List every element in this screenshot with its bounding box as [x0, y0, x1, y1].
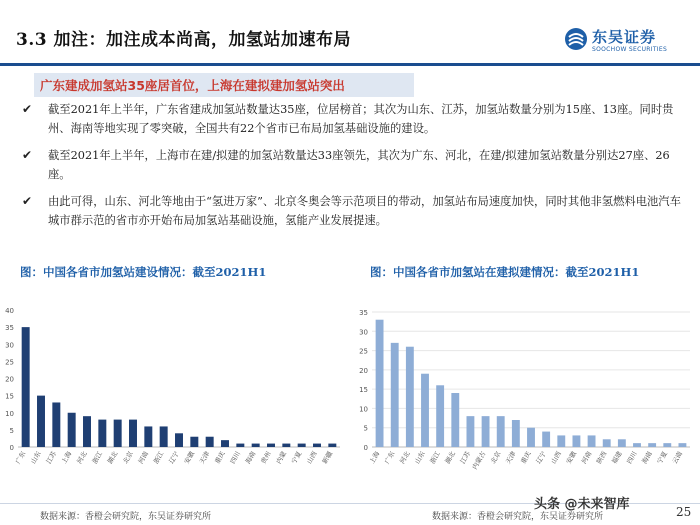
bullet-item — [22, 146, 688, 184]
x-tick-label: 北京 — [489, 450, 503, 466]
bar — [206, 437, 214, 447]
chart-right — [350, 300, 700, 495]
bar — [37, 396, 45, 447]
header-divider — [0, 63, 700, 66]
bullet-text: 截至2021年上半年，广东省建成加氢站数量达35座，位居榜首；其次为山东、江苏，加氢站数量分别为15座、13座。同时贵州、海南等地实现了零突破，全国共有22个省市已布局加氢基础设施的建设。 — [48, 103, 674, 135]
bar — [482, 416, 490, 447]
bar — [328, 444, 336, 447]
x-tick-label: 北京 — [121, 450, 135, 466]
bar — [557, 435, 565, 447]
x-tick-label: 江苏 — [458, 450, 473, 466]
x-tick-label: 陕西 — [595, 450, 609, 466]
chart-left — [0, 300, 350, 495]
x-tick-label: 上海 — [367, 450, 382, 466]
y-tick-label: 0 — [9, 444, 14, 452]
x-tick-label: 浙江 — [151, 450, 166, 466]
x-tick-label: 河北 — [398, 450, 412, 466]
x-tick-label: 浙江 — [428, 450, 442, 466]
x-tick-label: 内蒙古 — [470, 450, 488, 471]
x-tick-label: 天津 — [504, 450, 518, 466]
bar — [175, 433, 183, 447]
bar — [497, 416, 505, 447]
bar — [190, 437, 198, 447]
bar — [603, 439, 611, 447]
bar — [68, 413, 76, 447]
y-tick-label: 25 — [359, 347, 368, 356]
y-tick-label: 15 — [5, 392, 14, 401]
bar — [236, 444, 244, 447]
source-left: 数据来源：香橙会研究院，东吴证券研究所 — [40, 512, 212, 522]
y-tick-label: 25 — [5, 358, 14, 367]
x-tick-label: 云南 — [670, 450, 685, 466]
x-tick-label: 上海 — [59, 450, 74, 466]
bar — [421, 374, 429, 447]
bullet-item — [22, 192, 688, 230]
bar — [436, 385, 444, 447]
subheading-banner — [34, 73, 414, 97]
x-tick-label: 浙江 — [90, 450, 105, 466]
bar — [376, 320, 384, 447]
bar — [52, 402, 60, 447]
soochow-logo-icon — [564, 27, 588, 51]
x-tick-label: 山西 — [305, 450, 319, 466]
bar — [542, 432, 550, 447]
x-tick-label: 辽宁 — [167, 450, 181, 466]
x-tick-label: 山西 — [549, 450, 564, 466]
bar — [252, 444, 260, 447]
y-tick-label: 5 — [9, 426, 14, 435]
y-tick-label: 35 — [5, 324, 14, 333]
x-tick-label: 福建 — [610, 450, 624, 466]
bar — [663, 443, 671, 447]
y-tick-label: 40 — [5, 307, 14, 315]
bar — [83, 416, 91, 447]
check-icon: ✔ — [22, 194, 33, 208]
source-right: 数据来源：香橙会研究院，东吴证券研究所 — [432, 512, 604, 522]
check-icon: ✔ — [22, 102, 33, 116]
chart-title-right: 图：中国各省市加氢站在建拟建情况：截至2021H1 — [370, 265, 640, 279]
x-tick-label: 广东 — [13, 450, 28, 466]
bar — [298, 444, 306, 447]
x-tick-label: 湖北 — [443, 450, 458, 466]
x-tick-label: 广东 — [383, 450, 397, 466]
bar — [144, 426, 152, 447]
x-tick-label: 宁夏 — [289, 450, 304, 466]
page-number: 25 — [676, 505, 692, 519]
bar — [160, 426, 168, 447]
bar — [588, 435, 596, 447]
x-tick-label: 湖北 — [105, 450, 120, 466]
subheading-text: 广东建成加氢站35座居首位，上海在建拟建加氢站突出 — [40, 78, 345, 93]
x-tick-label: 安徽 — [182, 450, 197, 466]
x-tick-label: 四川 — [228, 450, 243, 466]
x-tick-label: 辽宁 — [534, 450, 548, 466]
y-tick-label: 5 — [363, 424, 368, 433]
bar — [114, 420, 122, 447]
bar — [129, 420, 137, 447]
x-tick-label: 河南 — [136, 450, 151, 466]
bar — [648, 443, 656, 447]
x-tick-label: 重庆 — [213, 450, 227, 466]
check-icon: ✔ — [22, 148, 33, 162]
y-tick-label: 15 — [359, 386, 368, 395]
bullet-item — [22, 100, 688, 138]
y-tick-label: 30 — [359, 328, 368, 337]
x-tick-label: 海南 — [640, 450, 654, 466]
bar — [512, 420, 520, 447]
brand-name-cn: 东吴证券 — [592, 28, 657, 46]
y-tick-label: 35 — [359, 309, 368, 317]
bar — [391, 343, 399, 447]
x-tick-label: 安徽 — [564, 450, 579, 466]
x-tick-label: 贵州 — [259, 450, 273, 466]
y-tick-label: 20 — [5, 375, 14, 384]
watermark: 头条 @未来智库 — [534, 497, 630, 512]
bar — [466, 416, 474, 447]
bullet-text: 截至2021年上半年，上海市在建/拟建的加氢站数量达33座领先，其次为广东、河北，在建/拟建加氢站数量分别达27座、26座。 — [48, 149, 670, 181]
bar — [618, 439, 626, 447]
bar — [451, 393, 459, 447]
bar — [98, 420, 106, 447]
x-tick-label: 江苏 — [44, 450, 59, 466]
x-tick-label: 重庆 — [519, 450, 533, 466]
x-tick-label: 新疆 — [320, 450, 335, 466]
bullet-text: 由此可得，山东、河北等地由于“氢进万家”、北京冬奥会等示范项目的带动，加氢站布局速度加快，同时其他非氢燃料电池汽车城市群示范的省市亦开始布局加氢站基础设施，氢能产业发展提速。 — [48, 195, 681, 227]
bar — [633, 443, 641, 447]
x-tick-label: 河北 — [75, 450, 89, 466]
y-tick-label: 30 — [5, 341, 14, 350]
page-title: 3.3 加注：加注成本尚高，加氢站加速布局 — [16, 30, 351, 50]
x-tick-label: 天津 — [197, 450, 212, 466]
y-tick-label: 10 — [5, 409, 14, 418]
bullet-list — [22, 100, 688, 238]
x-tick-label: 内蒙 — [274, 450, 289, 466]
y-tick-label: 20 — [359, 366, 368, 375]
x-tick-label: 山东 — [413, 450, 427, 466]
y-tick-label: 10 — [359, 405, 368, 414]
bar — [678, 443, 686, 447]
bar — [267, 444, 275, 447]
brand-logo — [564, 24, 692, 60]
bar — [221, 440, 229, 447]
bar — [572, 435, 580, 447]
x-tick-label: 河南 — [579, 450, 594, 466]
bar — [22, 327, 30, 447]
y-tick-label: 0 — [363, 444, 368, 452]
bar — [313, 444, 321, 447]
bar — [406, 347, 414, 447]
brand-name-en: SOOCHOW SECURITIES — [592, 46, 668, 53]
x-tick-label: 山东 — [29, 450, 43, 466]
x-tick-label: 海南 — [243, 450, 258, 466]
x-tick-label: 宁夏 — [655, 450, 670, 466]
bar — [527, 428, 535, 447]
x-tick-label: 四川 — [625, 450, 639, 466]
chart-title-left: 图：中国各省市加氢站建设情况：截至2021H1 — [20, 265, 267, 279]
bar — [282, 444, 290, 447]
